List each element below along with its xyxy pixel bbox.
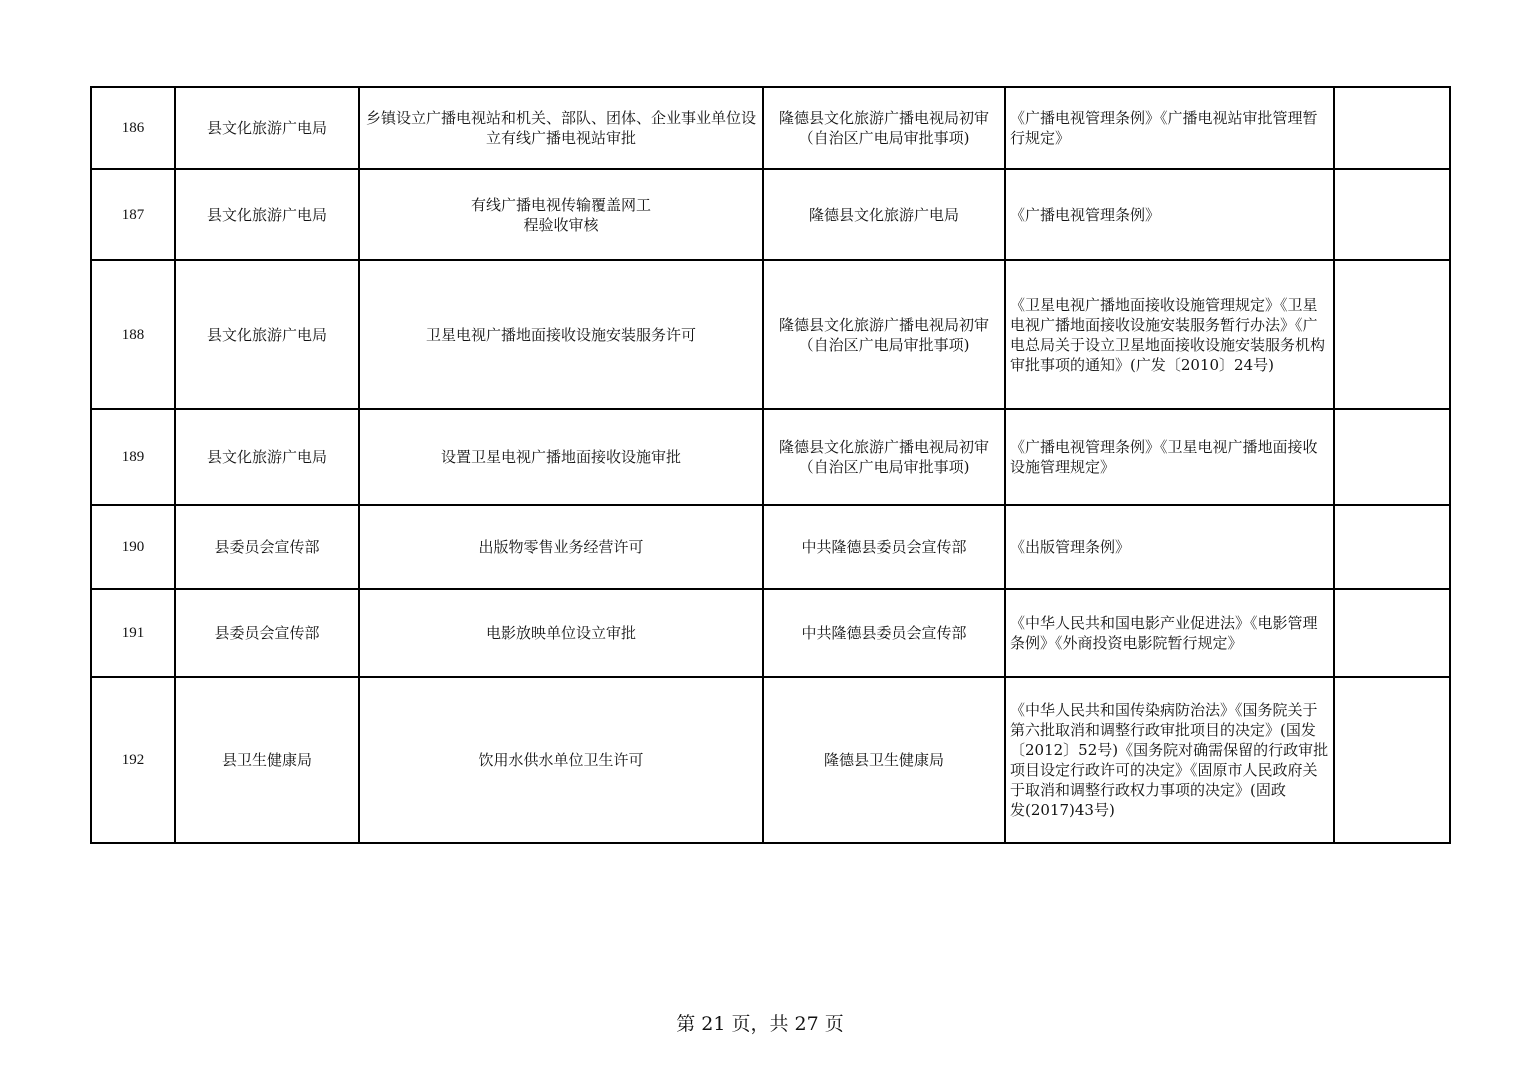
- row-number: 186: [91, 87, 175, 169]
- page-number-footer: 第 21 页，共 27 页: [676, 1013, 844, 1035]
- department-cell: 县文化旅游广电局: [175, 260, 359, 409]
- table-row: [91, 260, 1450, 409]
- item-name-cell: 出版物零售业务经营许可: [359, 505, 763, 589]
- implementing-org-cell: 中共隆德县委员会宣传部: [763, 589, 1005, 677]
- note-cell: [1334, 260, 1450, 409]
- table-row: [91, 589, 1450, 677]
- department-cell: 县文化旅游广电局: [175, 87, 359, 169]
- legal-basis-cell: 《广播电视管理条例》《广播电视站审批管理暂行规定》: [1005, 87, 1334, 169]
- department-cell: 县卫生健康局: [175, 677, 359, 843]
- legal-basis-cell: 《卫星电视广播地面接收设施管理规定》《卫星电视广播地面接收设施安装服务暂行办法》《广电总局关于设立卫星地面接收设施安装服务机构审批事项的通知》(广发〔2010〕24号): [1005, 260, 1334, 409]
- note-cell: [1334, 409, 1450, 505]
- row-number: 188: [91, 260, 175, 409]
- item-name-cell: 电影放映单位设立审批: [359, 589, 763, 677]
- implementing-org-cell: 隆德县卫生健康局: [763, 677, 1005, 843]
- item-name-cell: 乡镇设立广播电视站和机关、部队、团体、企业事业单位设立有线广播电视站审批: [359, 87, 763, 169]
- note-cell: [1334, 169, 1450, 260]
- row-number: 192: [91, 677, 175, 843]
- note-cell: [1334, 87, 1450, 169]
- department-cell: 县委员会宣传部: [175, 505, 359, 589]
- approval-items-table: [90, 86, 1451, 844]
- note-cell: [1334, 505, 1450, 589]
- table-row: [91, 409, 1450, 505]
- note-cell: [1334, 589, 1450, 677]
- legal-basis-cell: 《中华人民共和国传染病防治法》《国务院关于第六批取消和调整行政审批项目的决定》(国发〔2012〕52号)《国务院对确需保留的行政审批项目设定行政许可的决定》《固原市人民政府关于取消和调整行政权力事项的决定》(固政 发(2017)43号): [1005, 677, 1334, 843]
- row-number: 187: [91, 169, 175, 260]
- legal-basis-cell: 《出版管理条例》: [1005, 505, 1334, 589]
- item-name-cell: 饮用水供水单位卫生许可: [359, 677, 763, 843]
- row-number: 190: [91, 505, 175, 589]
- legal-basis-cell: 《广播电视管理条例》: [1005, 169, 1334, 260]
- legal-basis-cell: 《广播电视管理条例》《卫星电视广播地面接收设施管理规定》: [1005, 409, 1334, 505]
- row-number: 189: [91, 409, 175, 505]
- table-row: [91, 169, 1450, 260]
- item-name-cell: 卫星电视广播地面接收设施安装服务许可: [359, 260, 763, 409]
- implementing-org-cell: 隆德县文化旅游广电局: [763, 169, 1005, 260]
- item-name-cell: 设置卫星电视广播地面接收设施审批: [359, 409, 763, 505]
- table-row: [91, 505, 1450, 589]
- implementing-org-cell: 中共隆德县委员会宣传部: [763, 505, 1005, 589]
- legal-basis-cell: 《中华人民共和国电影产业促进法》《电影管理条例》《外商投资电影院暂行规定》: [1005, 589, 1334, 677]
- department-cell: 县文化旅游广电局: [175, 409, 359, 505]
- implementing-org-cell: 隆德县文化旅游广播电视局初审（自治区广电局审批事项): [763, 409, 1005, 505]
- row-number: 191: [91, 589, 175, 677]
- table-row: [91, 87, 1450, 169]
- department-cell: 县文化旅游广电局: [175, 169, 359, 260]
- table-row: [91, 677, 1450, 843]
- implementing-org-cell: 隆德县文化旅游广播电视局初审（自治区广电局审批事项): [763, 260, 1005, 409]
- item-name-cell: 有线广播电视传输覆盖网工 程验收审核: [359, 169, 763, 260]
- department-cell: 县委员会宣传部: [175, 589, 359, 677]
- note-cell: [1334, 677, 1450, 843]
- implementing-org-cell: 隆德县文化旅游广播电视局初审（自治区广电局审批事项): [763, 87, 1005, 169]
